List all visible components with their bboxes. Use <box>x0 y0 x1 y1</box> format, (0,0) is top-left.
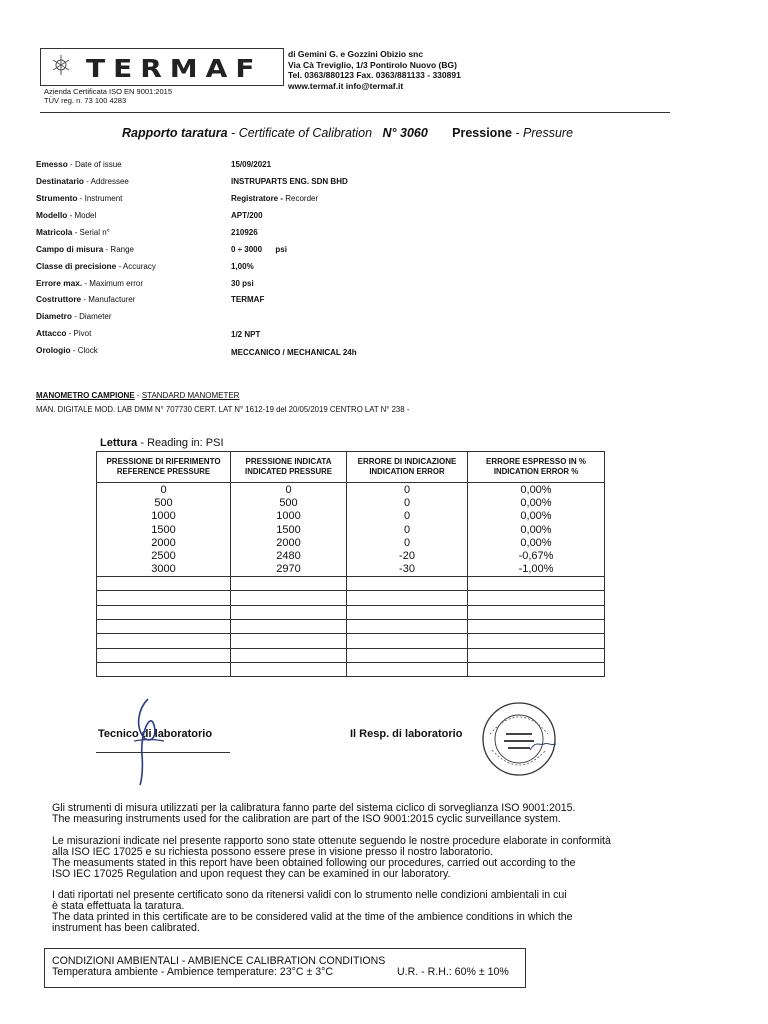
table-cell: 0 <box>231 483 347 497</box>
empty-table-cell <box>347 648 468 662</box>
note-line: I dati riportati nel presente certificato sono da ritenersi validi con lo strumento nelle condizioni ambientali in cui <box>52 889 567 901</box>
note-line: alla ISO IEC 17025 e su richiesta possono essere prese in visione presso il nostro laboratorio. <box>52 846 494 858</box>
company-line: Tel. 0363/880123 Fax. 0363/881133 - 330891 <box>288 70 461 80</box>
title-en: Certificate of Calibration <box>238 126 373 140</box>
info-value: 1/2 NPT <box>231 330 261 339</box>
empty-table-row <box>97 591 605 605</box>
empty-table-cell <box>97 577 231 591</box>
note-line: Le misurazioni indicate nel presente rapporto sono state ottenute seguendo le nostre procedure elaborate in conformità <box>52 835 611 847</box>
table-cell: 0 <box>347 510 468 523</box>
info-label: Attacco - Pivot <box>36 328 92 338</box>
handwritten-signature <box>128 695 168 787</box>
empty-table-cell <box>347 619 468 633</box>
table-cell: 1500 <box>231 523 347 536</box>
table-cell: 0 <box>347 523 468 536</box>
table-cell: 2480 <box>231 549 347 562</box>
empty-table-cell <box>468 591 605 605</box>
company-line: Via Cà Treviglio, 1/3 Pontirolo Nuovo (BG) <box>288 59 457 70</box>
table-cell: 0,00% <box>468 536 605 549</box>
table-header-row <box>97 452 605 483</box>
empty-table-cell <box>97 648 231 662</box>
table-cell: 0 <box>347 536 468 549</box>
empty-table-cell <box>468 662 605 676</box>
empty-table-row <box>97 634 605 648</box>
info-value: 0 ÷ 3000 psi <box>231 245 287 254</box>
empty-table-cell <box>97 605 231 619</box>
info-label: Costruttore - Manufacturer <box>36 294 136 304</box>
empty-table-cell <box>347 662 468 676</box>
note-line: The measuments stated in this report have been obtained following our procedures, carried out according to the <box>52 857 576 869</box>
table-cell: 3000 <box>97 563 231 577</box>
table-cell: 2970 <box>231 563 347 577</box>
calibration-table <box>96 451 605 677</box>
note-line: The measuring instruments used for the calibration are part of the ISO 9001:2015 cyclic surveillance system. <box>52 813 561 825</box>
empty-table-cell <box>468 634 605 648</box>
table-cell: 0,00% <box>468 523 605 536</box>
note-line: instrument has been calibrated. <box>52 922 200 934</box>
table-cell: 2000 <box>231 536 347 549</box>
info-label: Orologio - Clock <box>36 345 98 355</box>
empty-table-cell <box>231 619 347 633</box>
info-value: INSTRUPARTS ENG. SDN BHD <box>231 177 348 186</box>
standard-description: MAN. DIGITALE MOD. LAB DMM N° 707730 CERT. LAT N° 1612-19 del 20/05/2019 CENTRO LAT N° 238 - <box>36 405 410 414</box>
humidity-condition: U.R. - R.H.: 60% ± 10% <box>397 966 509 978</box>
type-it: Pressione <box>452 126 512 140</box>
info-label: Modello - Model <box>36 210 97 220</box>
column-header: PRESSIONE DI RIFERIMENTO REFERENCE PRESSURE <box>97 452 231 483</box>
company-line: www.termaf.it info@termaf.it <box>288 80 404 91</box>
official-stamp <box>480 700 558 778</box>
table-cell: -30 <box>347 563 468 577</box>
table-row <box>97 563 605 577</box>
type-en: Pressure <box>523 126 574 140</box>
table-cell: 1000 <box>231 510 347 523</box>
termaf-emblem-icon <box>46 50 76 80</box>
info-label: Classe di precisione - Accuracy <box>36 261 156 271</box>
company-line: di Gemini G. e Gozzini Obizio snc <box>288 49 424 59</box>
certificate-number: 3060 <box>400 126 428 140</box>
table-cell: 0 <box>347 496 468 509</box>
empty-table-row <box>97 619 605 633</box>
info-value: 30 psi <box>231 279 254 288</box>
empty-table-cell <box>231 662 347 676</box>
table-cell: 1500 <box>97 523 231 536</box>
certification-info <box>44 88 172 105</box>
info-value: TERMAF <box>231 295 265 304</box>
empty-table-row <box>97 605 605 619</box>
reading-unit: Lettura - Reading in: PSI <box>100 437 224 449</box>
empty-table-cell <box>97 591 231 605</box>
table-row <box>97 536 605 549</box>
table-cell: -0,67% <box>468 549 605 562</box>
empty-table-row <box>97 648 605 662</box>
table-row <box>97 483 605 497</box>
temperature-condition: Temperatura ambiente - Ambience temperature: 23°C ± 3°C <box>52 966 334 978</box>
empty-table-cell <box>231 591 347 605</box>
technician-label: Tecnico di laboratorio <box>98 728 213 740</box>
table-row <box>97 549 605 562</box>
table-cell: -20 <box>347 549 468 562</box>
certification-line: Azienda Certificata ISO EN 9001:2015 <box>44 87 172 96</box>
table-cell: 1000 <box>97 510 231 523</box>
info-label: Emesso - Date of issue <box>36 159 122 169</box>
company-info <box>288 49 461 91</box>
empty-table-cell <box>347 634 468 648</box>
info-label: Errore max. - Maximum error <box>36 278 144 288</box>
empty-table-cell <box>347 577 468 591</box>
empty-table-row <box>97 662 605 676</box>
empty-table-cell <box>231 577 347 591</box>
note-line: ISO IEC 17025 Regulation and upon request they can be examined in our laboratory. <box>52 868 451 880</box>
company-logo-text: TERMAF <box>86 53 263 84</box>
empty-table-cell <box>97 619 231 633</box>
table-cell: 0 <box>97 483 231 497</box>
info-value: 1,00% <box>231 262 254 271</box>
empty-table-cell <box>97 662 231 676</box>
note-line: è stata effettuata la taratura. <box>52 900 185 912</box>
info-value: 210926 <box>231 228 258 237</box>
info-label: Diametro - Diameter <box>36 311 112 321</box>
empty-table-cell <box>468 619 605 633</box>
note-line: Gli strumenti di misura utilizzati per la calibratura fanno parte del sistema ciclico di sorveglianza ISO 9001:2015. <box>52 802 576 814</box>
table-cell: 500 <box>231 496 347 509</box>
info-label: Campo di misura - Range <box>36 244 134 254</box>
manager-label: Il Resp. di laboratorio <box>350 728 463 740</box>
column-header: ERRORE ESPRESSO IN % INDICATION ERROR % <box>468 452 605 483</box>
empty-table-row <box>97 577 605 591</box>
empty-table-cell <box>97 634 231 648</box>
table-cell: 0 <box>347 483 468 497</box>
note-line: The data printed in this certificate are to be considered valid at the time of the ambience conditions in which the <box>52 911 573 923</box>
table-row <box>97 496 605 509</box>
empty-table-cell <box>468 605 605 619</box>
header-divider <box>40 112 670 113</box>
table-cell: 2000 <box>97 536 231 549</box>
empty-table-cell <box>468 648 605 662</box>
empty-table-cell <box>347 591 468 605</box>
conditions-heading: CONDIZIONI AMBIENTALI - AMBIENCE CALIBRATION CONDITIONS <box>52 955 386 967</box>
table-cell: -1,00% <box>468 563 605 577</box>
table-cell: 0,00% <box>468 496 605 509</box>
table-cell: 0,00% <box>468 510 605 523</box>
info-value: 15/09/2021 <box>231 160 272 169</box>
table-cell: 2500 <box>97 549 231 562</box>
empty-table-cell <box>468 577 605 591</box>
empty-table-cell <box>231 648 347 662</box>
empty-table-cell <box>231 605 347 619</box>
table-row <box>97 523 605 536</box>
certificate-number-prefix: N° <box>382 126 397 140</box>
empty-table-cell <box>231 634 347 648</box>
standard-heading: MANOMETRO CAMPIONE - STANDARD MANOMETER <box>36 391 240 400</box>
info-value: Registratore - Recorder <box>231 194 319 203</box>
info-value: APT/200 <box>231 211 263 220</box>
info-label: Matricola - Serial n° <box>36 227 110 237</box>
certification-line: TÜV reg. n. 73 100 4283 <box>44 95 127 105</box>
info-label: Strumento - Instrument <box>36 193 123 203</box>
empty-table-cell <box>347 605 468 619</box>
info-value: MECCANICO / MECHANICAL 24h <box>231 348 357 357</box>
title-it: Rapporto taratura <box>122 126 228 140</box>
table-cell: 500 <box>97 496 231 509</box>
table-cell: 0,00% <box>468 483 605 497</box>
document-title: Rapporto taratura - Certificate of Calibration N° 3060 Pressione - Pressure <box>122 126 574 140</box>
table-row <box>97 510 605 523</box>
column-header: ERRORE DI INDICAZIONE INDICATION ERROR <box>347 452 468 483</box>
info-label: Destinatario - Addressee <box>36 176 129 186</box>
column-header: PRESSIONE INDICATA INDICATED PRESSURE <box>231 452 347 483</box>
